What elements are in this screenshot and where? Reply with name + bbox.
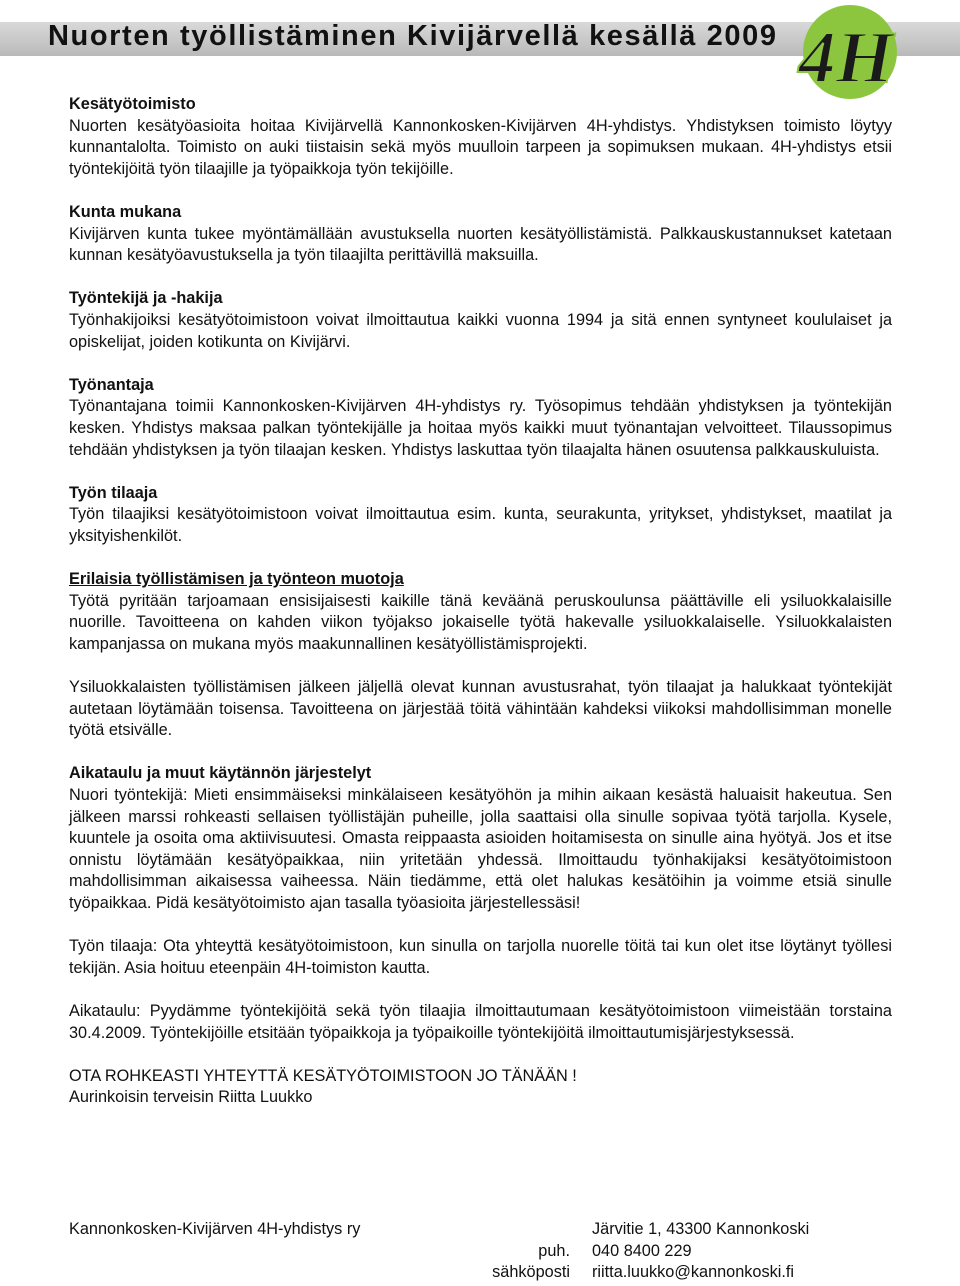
section-tyon-tilaaja xyxy=(69,483,892,548)
paragraph-aikataulu: Aikataulu: Pyydämme työntekijöitä sekä työn tilaajia ilmoittautumaan kesätyötoimistoon viimeistään torstaina 30.4.2009. Työntekijöille etsitään työpaikkoja ja työpaikoille työntekijöitä ilmoittautumisjärjestyksessä. xyxy=(69,1001,892,1042)
section-heading: Työn tilaaja xyxy=(69,483,158,502)
contact-footer xyxy=(69,1219,892,1284)
footer-email: riitta.luukko@kannonkoski.fi xyxy=(592,1263,795,1282)
section-text: Työtä pyritään tarjoamaan ensisijaisesti kaikille tänä keväänä peruskoulunsa päättäville eli ysiluokkalaisille nuorille. Tavoitteena on kahden viikon työjakso jokaiselle työtä hakevalle ysiluokkalaiselle. Ysiluokkalaisten kampanjassa on mukana myös maakunnallinen kesätyöllistämisprojekti. xyxy=(69,591,892,653)
logo-text: 4H xyxy=(798,17,894,99)
section-text: Työnhakijoiksi kesätyötoimistoon voivat ilmoittautua kaikki vuonna 1994 ja sitä ennen syntyneet koululaiset ja opiskelijat, joiden kotikunta on Kivijärvi. xyxy=(69,310,892,351)
page-title: Nuorten työllistäminen Kivijärvellä kesällä 2009 xyxy=(48,20,778,52)
paragraph-nuori-tyontekija: Nuori työntekijä: Mieti ensimmäiseksi minkälaiseen kesätyöhön ja mihin aikaan kesästä haluaisit hakeutua. Sen jälkeen marssi rohkeasti sellaisen työllistäjän puheille, jolla saattaisi olla sinulle sopivaa työtä tarjolla. Kysele, kuuntele ja osoita oma aktiivisuutesi. Omasta reippaasta asioiden hoitamisesta on sinulle aina hyötyä. Jos et itse onnistu löytämään kesätyöpaikkaa, niin yritetään yhdessä. Ilmoittaudu työnhakijaksi kesätyötoimistoon mahdollisimman aikaisessa vaiheessa. Näin tiedämme, että olet halukas kesätöihin ja voimme etsiä sinulle työpaikkaa. Pidä kesätyötoimisto ajan tasalla työasioita järjestellessäsi! xyxy=(69,786,892,912)
section-kunta-mukana xyxy=(69,202,892,267)
footer-org: Kannonkosken-Kivijärven 4H-yhdistys ry xyxy=(69,1220,361,1238)
section-heading: Erilaisia työllistämisen ja työnteon muotoja xyxy=(69,570,404,589)
paragraph-tyon-tilaaja: Työn tilaaja: Ota yhteyttä kesätyötoimistoon, kun sinulla on tarjolla nuorelle töitä tai kun olet itse löytänyt työllesi tekijän. Asia hoituu eteenpäin 4H-toimiston kautta. xyxy=(69,937,892,977)
footer-phone-label: puh. xyxy=(538,1241,570,1260)
section-tyontekija xyxy=(69,288,892,353)
section-tyonantaja xyxy=(69,375,892,461)
section-aikataulu xyxy=(69,763,892,914)
section-text: Nuorten kesätyöasioita hoitaa Kivijärvellä Kannonkosken-Kivijärven 4H-yhdistys. Yhdistyksen toimisto löytyy kunnantalolta. Toimisto on auki tiistaisin sekä myös muulloin tarpeen ja sopimuksen mukaan. 4H-yhdistys etsii työntekijöitä työn tilaajille ja työpaikkoja työn tekijöille. xyxy=(69,116,892,178)
section-heading: Kesätyötoimisto xyxy=(69,95,196,113)
closing xyxy=(69,1066,892,1109)
closing-signature: Aurinkoisin terveisin Riitta Luukko xyxy=(69,1088,313,1107)
section-heading: Työntekijä ja -hakija xyxy=(69,289,223,308)
section-muotoja xyxy=(69,569,892,655)
footer-email-label: sähköposti xyxy=(492,1263,570,1282)
document-body xyxy=(69,94,892,1109)
section-kesatyotoimisto xyxy=(69,94,892,180)
section-heading: Työnantaja xyxy=(69,375,154,394)
section-heading: Kunta mukana xyxy=(69,202,182,221)
paragraph-ysiluokkalaiset: Ysiluokkalaisten työllistämisen jälkeen jäljellä olevat kunnan avustusrahat, työn tilaajat ja halukkaat työntekijät autetaan löytämään toisensa. Tavoitteena on järjestää töitä vähintään kahdeksi viikoksi mahdollisimman monelle työtä etsivälle. xyxy=(69,678,892,740)
footer-address: Järvitie 1, 43300 Kannonkoski xyxy=(592,1220,810,1238)
section-text: Kivijärven kunta tukee myöntämällään avustuksella nuorten kesätyöllistämistä. Palkkauskustannukset katetaan kunnan kesätyöavustuksella ja työn tilaajilta perittävillä maksuilla. xyxy=(69,224,892,265)
section-text: Työnantajana toimii Kannonkosken-Kivijärven 4H-yhdistys ry. Työsopimus tehdään yhdistyksen ja työntekijän kesken. Yhdistys maksaa palkan työntekijälle ja hoitaa myös kaikki muut työnantajan velvoitteet. Tilaussopimus tehdään yhdistyksen ja työn tilaajan kesken. Yhdistys laskuttaa työn tilaajalta hänen osuutensa palkkauskuluista. xyxy=(69,397,892,459)
section-text: Työn tilaajiksi kesätyötoimistoon voivat ilmoittautua esim. kunta, seurakunta, yritykset, yhdistykset, maatilat ja yksityishenkilöt. xyxy=(69,505,892,545)
closing-call: OTA ROHKEASTI YHTEYTTÄ KESÄTYÖTOIMISTOON JO TÄNÄÄN ! xyxy=(69,1066,577,1085)
4h-logo xyxy=(796,2,900,106)
footer-phone: 040 8400 229 xyxy=(592,1241,692,1260)
section-heading: Aikataulu ja muut käytännön järjestelyt xyxy=(69,764,372,783)
